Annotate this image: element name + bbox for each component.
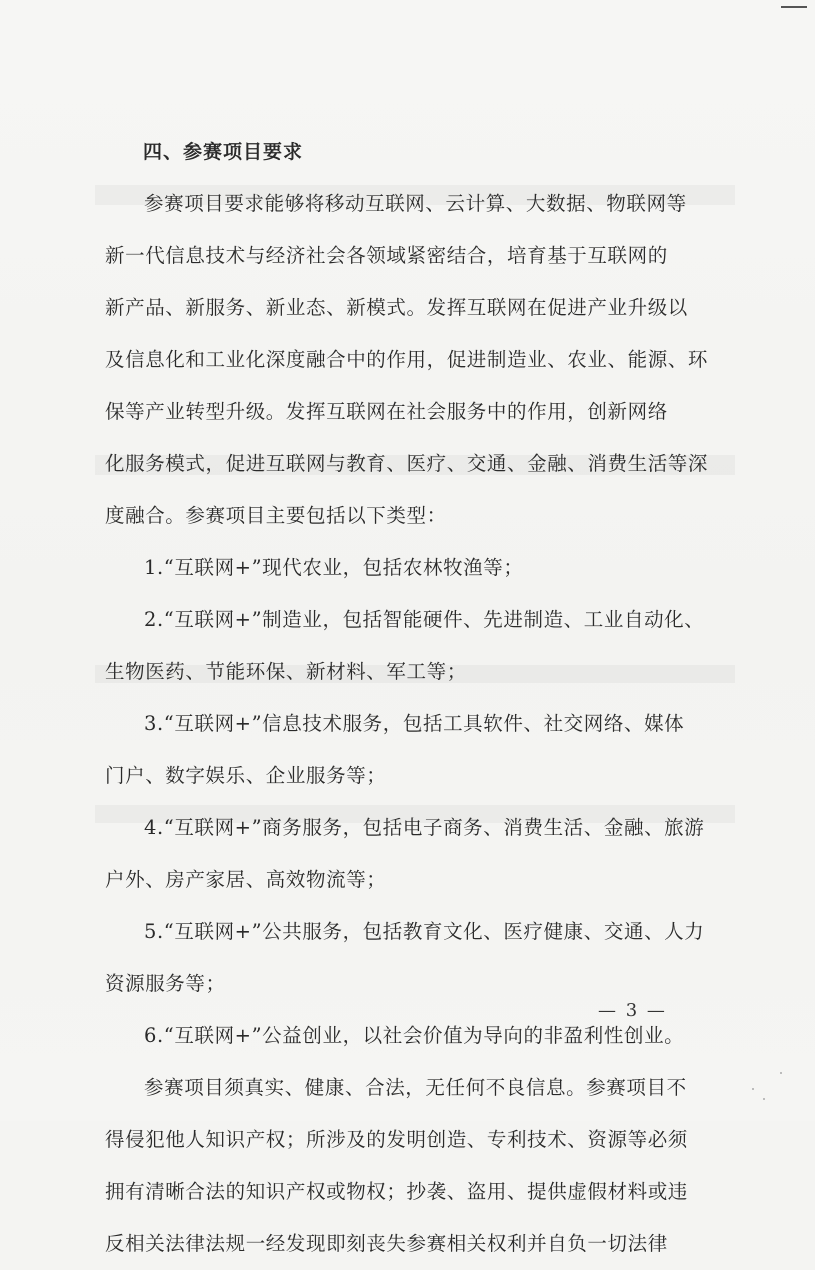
text-line: 1.“互联网+”现代农业，包括农林牧渔等； <box>144 556 524 579</box>
list-item-1 <box>105 542 690 594</box>
text-line: 得侵犯他人知识产权；所涉及的发明创造、专利技术、资源等必须 <box>105 1128 688 1151</box>
text-line: 3.“互联网+”信息技术服务，包括工具软件、社交网络、媒体 <box>144 712 685 735</box>
section-heading: 四、参赛项目要求 <box>143 141 304 163</box>
text-line: 门户、数字娱乐、企业服务等； <box>105 764 387 787</box>
text-line: 新产品、新服务、新业态、新模式。发挥互联网在促进产业升级以 <box>105 296 688 319</box>
text-line: 参赛项目须真实、健康、合法，无任何不良信息。参赛项目不 <box>144 1076 687 1099</box>
text-line: 参赛项目要求能够将移动互联网、云计算、大数据、物联网等 <box>144 192 687 215</box>
list-item-4 <box>105 802 705 906</box>
scan-speck <box>763 1098 765 1100</box>
text-line: 保等产业转型升级。发挥互联网在社会服务中的作用，创新网络 <box>105 400 668 423</box>
text-line: 及信息化和工业化深度融合中的作用，促进制造业、农业、能源、环 <box>105 348 709 371</box>
text-line: 资源服务等； <box>105 972 226 995</box>
text-line: 拥有清晰合法的知识产权或物权；抄袭、盗用、提供虚假材料或违 <box>105 1180 688 1203</box>
scan-speck <box>780 1072 782 1074</box>
closing-paragraph <box>105 1062 690 1270</box>
list-item-3 <box>105 698 690 802</box>
scan-corner-mark <box>781 6 807 8</box>
text-line: 化服务模式，促进互联网与教育、医疗、交通、金融、消费生活等深 <box>105 452 709 475</box>
text-line: 5.“互联网+”公共服务，包括教育文化、医疗健康、交通、人力 <box>144 920 705 943</box>
text-line: 生物医药、节能环保、新材料、军工等； <box>105 660 467 683</box>
intro-paragraph <box>105 178 709 542</box>
text-line: 6.“互联网+”公益创业，以社会价值为导向的非盈利性创业。 <box>144 1024 685 1047</box>
list-item-2 <box>105 594 705 698</box>
scan-speck <box>752 1088 754 1090</box>
text-line: 户外、房产家居、高效物流等； <box>105 868 387 891</box>
text-line: 4.“互联网+”商务服务，包括电子商务、消费生活、金融、旅游 <box>144 816 705 839</box>
text-line: 新一代信息技术与经济社会各领域紧密结合，培育基于互联网的 <box>105 244 668 267</box>
text-line: 反相关法律法规一经发现即刻丧失参赛相关权利并自负一切法律 <box>105 1232 668 1255</box>
list-item-5 <box>105 906 705 1010</box>
document-body <box>105 126 709 1270</box>
text-line: 度融合。参赛项目主要包括以下类型： <box>105 504 447 527</box>
text-line: 2.“互联网+”制造业，包括智能硬件、先进制造、工业自动化、 <box>144 608 705 631</box>
page-number: — 3 — <box>598 1000 667 1021</box>
